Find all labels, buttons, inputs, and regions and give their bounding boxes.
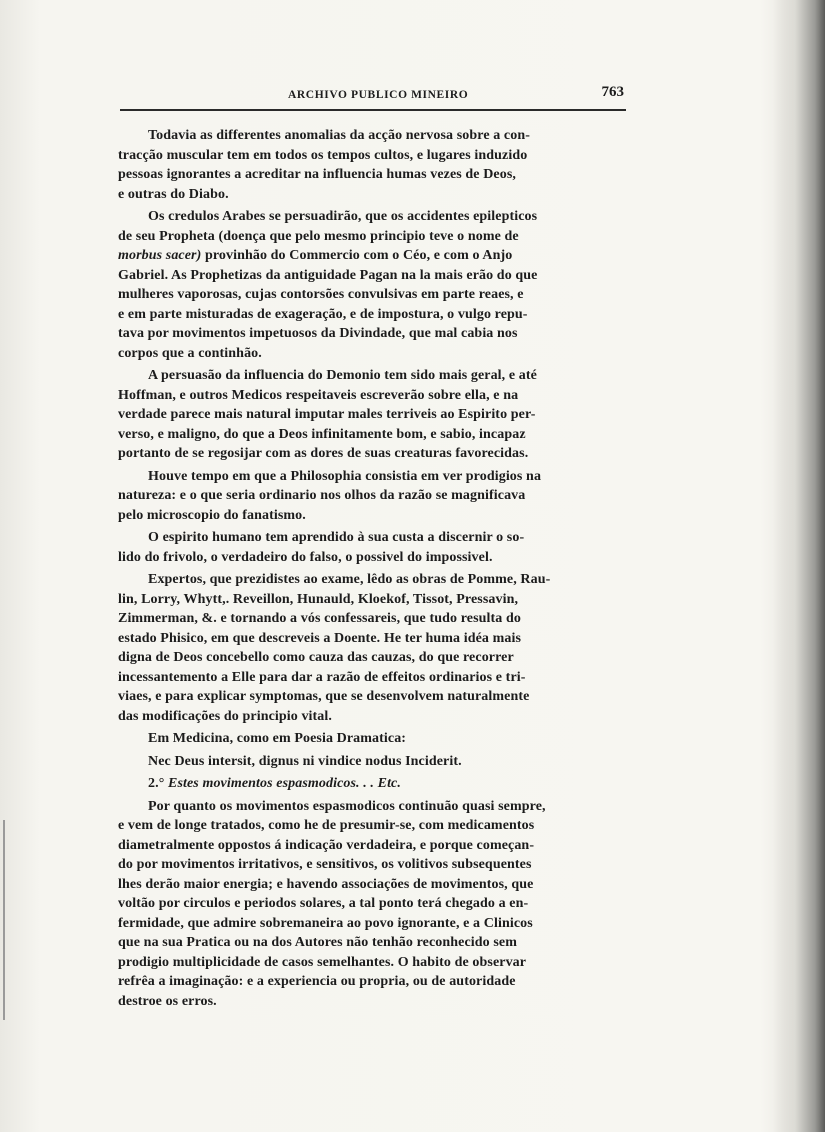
- text-line: e em parte misturadas de exageração, e de impostura, o vulgo repu-: [118, 306, 528, 322]
- paragraph-4: [118, 467, 626, 526]
- running-title: ARCHIVO PUBLICO MINEIRO: [288, 89, 469, 101]
- text-line: Nec Deus intersit, dignus ni vindice nodus Inciderit.: [148, 753, 462, 769]
- text-line: Em Medicina, como em Poesia Dramatica:: [148, 731, 407, 746]
- text-line: que na sua Pratica ou na dos Autores não tenhão reconhecido sem: [118, 935, 517, 950]
- text-line: Gabriel. As Prophetizas da antiguidade Pagan na la mais erão do que: [118, 267, 538, 283]
- section-number: 2.°: [148, 776, 165, 791]
- text-line: mulheres vaporosas, cujas contorsões convulsivas em parte reaes, e: [118, 287, 524, 302]
- page-number: 763: [601, 84, 624, 100]
- text-line: [118, 774, 626, 794]
- text-line: Expertos, que prezidistes ao exame, lêdo as obras de Pomme, Rau-: [148, 572, 551, 587]
- text-line: diametralmente oppostos á indicação verdadeira, e porque começan-: [118, 837, 535, 853]
- paragraph-8: [118, 797, 626, 1012]
- text-line: verdade parece mais natural imputar males terriveis ao Espirito per-: [118, 407, 536, 422]
- text-line: prodigio multiplicidade de casos semelhantes. O habito de observar: [118, 954, 527, 970]
- text-line: destroe os erros.: [118, 993, 217, 1009]
- text-line: estado Phisico, em que descreveis a Doente. He ter huma idéa mais: [118, 630, 521, 646]
- text-line: viaes, e para explicar symptomas, que se desenvolvem naturalmente: [118, 689, 530, 704]
- section-heading: [118, 774, 626, 794]
- text-line: lin, Lorry, Whytt,. Reveillon, Hunauld, Kloekof, Tissot, Pressavin,: [118, 591, 519, 607]
- text-line: voltão por circulos e periodos solares, a tal ponto terá chegado a en-: [118, 896, 529, 911]
- body-text: [118, 126, 626, 1014]
- text-line: pelo microscopio do fanatismo.: [118, 507, 306, 523]
- section-title: Estes movimentos espasmodicos. . . Etc.: [168, 776, 401, 791]
- text-line: de seu Propheta (doença que pelo mesmo principio teve o nome de: [118, 228, 519, 244]
- text-line: lido do frivolo, o verdadeiro do falso, o possivel do impossivel.: [118, 549, 493, 565]
- text-line: pessoas ignorantes a acreditar na influencia humas vezes de Deos,: [118, 167, 516, 182]
- text-line: refrêa a imaginação: e a experiencia ou propria, ou de autoridade: [118, 974, 516, 989]
- text-line: e vem de longe tratados, como he de presumir-se, com medicamentos: [118, 818, 535, 833]
- text-line: e outras do Diabo.: [118, 186, 229, 202]
- text-line: natureza: e o que seria ordinario nos olhos da razão se magnificava: [118, 488, 526, 503]
- text-line: do por movimentos irritativos, e sensitivos, os volitivos subsequentes: [118, 857, 532, 872]
- text-fragment: provinhão do Commercio com o Céo, e com o Anjo: [201, 248, 513, 263]
- paragraph-2: [118, 207, 626, 363]
- scan-edge-mark: [3, 820, 5, 1020]
- text-line: Todavia as differentes anomalias da acção nervosa sobre a con-: [148, 128, 530, 143]
- text-line: corpos que a continhão.: [118, 345, 262, 361]
- paragraph-3: [118, 366, 626, 464]
- header-rule: [120, 109, 626, 111]
- paragraph-7: [118, 729, 626, 749]
- text-line: Zimmerman, &. e tornando a vós confessareis, que tudo resulta do: [118, 611, 521, 626]
- text-line: portanto de se regosijar com as dores de suas creaturas favorecidas.: [118, 446, 529, 461]
- text-line: Houve tempo em que a Philosophia consistia em ver prodigios na: [148, 468, 542, 484]
- text-line: tava por movimentos impetuosos da Divindade, que mal cabia nos: [118, 326, 518, 341]
- text-line: O espirito humano tem aprendido à sua custa a discernir o so-: [148, 530, 525, 545]
- paragraph-6: [118, 570, 626, 726]
- text-line: Por quanto os movimentos espasmodicos continuão quasi sempre,: [148, 798, 546, 814]
- text-line: A persuasão da influencia do Demonio tem sido mais geral, e até: [148, 368, 537, 383]
- text-line: tracção muscular tem em todos os tempos cultos, e lugares induzido: [118, 147, 528, 163]
- paragraph-1: [118, 126, 626, 204]
- text-line: Hoffman, e outros Medicos respeitaveis escreverão sobre ella, e na: [118, 387, 519, 403]
- latin-term: morbus sacer): [118, 248, 202, 263]
- page-header: [120, 84, 624, 108]
- paragraph-5: [118, 528, 626, 567]
- text-line: incessantemento a Elle para dar a razão de effeitos ordinarios e tri-: [118, 669, 526, 685]
- text-line: das modificações do principio vital.: [118, 708, 332, 724]
- page-edge-shadow: [773, 0, 825, 1132]
- latin-quote: [118, 752, 626, 772]
- text-line: digna de Deos concebello como cauza das cauzas, do que recorrer: [118, 650, 514, 665]
- text-line: Os credulos Arabes se persuadirão, que os accidentes epilepticos: [148, 209, 538, 224]
- text-line: lhes derão maior energia; e havendo associações de movimentos, que: [118, 876, 534, 892]
- text-line: fermidade, que admire sobremaneira ao povo ignorante, e a Clinicos: [118, 915, 533, 931]
- text-line: [118, 246, 626, 266]
- text-line: verso, e maligno, do que a Deos infinitamente bom, e sabio, incapaz: [118, 426, 526, 442]
